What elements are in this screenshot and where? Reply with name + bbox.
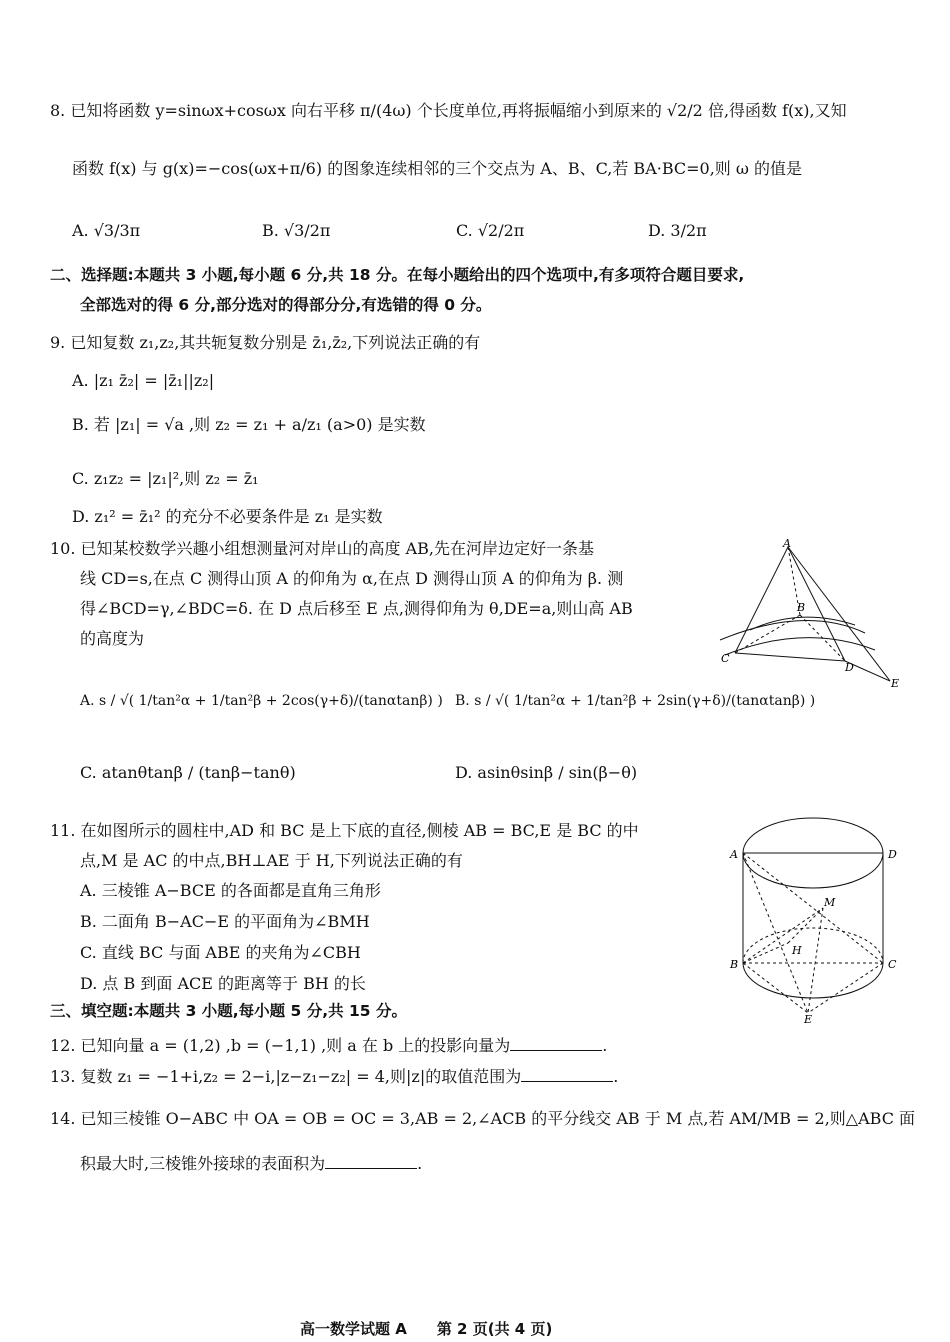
q8-option-a: A. √3/3π [72, 221, 141, 240]
fig11-label-e: E [804, 1013, 813, 1023]
q9-option-d: D. z₁² = z̄₁² 的充分不必要条件是 z₁ 是实数 [72, 507, 383, 526]
q13-answer-blank[interactable] [521, 1065, 613, 1082]
q10-line1: 10. 已知某校数学兴趣小组想测量河对岸山的高度 AB,先在河岸边定好一条基 [50, 539, 595, 558]
q8-line1: 8. 已知将函数 y=sinωx+cosωx 向右平移 π/(4ω) 个长度单位,再将振幅缩小到原来的 √2/2 倍,得函数 f(x),又知 [50, 101, 847, 120]
q10-option-b: B. s / √( 1/tan²α + 1/tan²β + 2sin(γ+δ)/(tanαtanβ) ) [455, 693, 816, 709]
q9-option-b: B. 若 |z₁| = √a ,则 z₂ = z₁ + a/z₁ (a>0) 是实数 [72, 415, 426, 434]
q10-line3: 得∠BCD=γ,∠BDC=δ. 在 D 点后移至 E 点,测得仰角为 θ,DE=a,则山高 AB [80, 599, 633, 618]
q8-line2: 函数 f(x) 与 g(x)=−cos(ωx+π/6) 的图象连续相邻的三个交点为 A、B、C,若 BA·BC=0,则 ω 的值是 [72, 159, 803, 178]
q11-cylinder-figure [728, 808, 908, 1023]
q14-answer-blank[interactable] [325, 1152, 417, 1169]
q11-option-d: D. 点 B 到面 ACE 的距离等于 BH 的长 [80, 974, 366, 993]
fig10-label-a: A [783, 537, 791, 550]
q9-stem: 9. 已知复数 z₁,z₂,其共轭复数分别是 z̄₁,z̄₂,下列说法正确的有 [50, 333, 481, 352]
q8-option-d: D. 3/2π [648, 221, 707, 240]
q9-option-a: A. |z₁ z̄₂| = |z̄₁||z₂| [72, 371, 215, 390]
fig10-label-c: C [721, 652, 730, 665]
q13-stem: 13. 复数 z₁ = −1+i,z₂ = 2−i,|z−z₁−z₂| = 4,则|z|的取值范围为 . [50, 1067, 619, 1086]
fig11-label-h: H [792, 944, 802, 957]
section2-heading: 二、选择题:本题共 3 小题,每小题 6 分,共 18 分。在每小题给出的四个选项中,有多项符合题目要求, [50, 266, 745, 284]
fig11-label-d: D [888, 848, 897, 861]
q8-option-b: B. √3/2π [262, 221, 331, 240]
fig11-label-c: C [888, 958, 897, 971]
q10-line2: 线 CD=s,在点 C 测得山顶 A 的仰角为 α,在点 D 测得山顶 A 的仰角为 β. 测 [80, 569, 624, 588]
q13-text: 13. 复数 z₁ = −1+i,z₂ = 2−i,|z−z₁−z₂| = 4,则|z|的取值范围为 [50, 1067, 522, 1086]
q11-option-c: C. 直线 BC 与面 ABE 的夹角为∠CBH [80, 943, 361, 962]
q14-line1: 14. 已知三棱锥 O−ABC 中 OA = OB = OC = 3,AB = 2,∠ACB 的平分线交 AB 于 M 点,若 AM/MB = 2,则△ABC 面 [50, 1109, 916, 1128]
q8-option-c: C. √2/2π [456, 221, 525, 240]
q10-line4: 的高度为 [80, 629, 145, 648]
q11-line1: 11. 在如图所示的圆柱中,AD 和 BC 是上下底的直径,侧棱 AB = BC,E 是 BC 的中 [50, 821, 639, 840]
section3-heading: 三、填空题:本题共 3 小题,每小题 5 分,共 15 分。 [50, 1002, 407, 1020]
fig11-label-a: A [730, 848, 738, 861]
q14-line2: 积最大时,三棱锥外接球的表面积为 . [80, 1154, 423, 1173]
q12-stem: 12. 已知向量 a = (1,2) ,b = (−1,1) ,则 a 在 b 上的投影向量为 . [50, 1036, 608, 1055]
fig11-label-b: B [730, 958, 739, 971]
fig11-label-m: M [824, 896, 836, 909]
q12-text: 12. 已知向量 a = (1,2) ,b = (−1,1) ,则 a 在 b 上的投影向量为 [50, 1036, 511, 1055]
q10-option-a: A. s / √( 1/tan²α + 1/tan²β + 2cos(γ+δ)/(tanαtanβ) ) [80, 693, 443, 709]
page-footer: 高一数学试题 A 第 2 页(共 4 页) [300, 1320, 553, 1338]
q12-answer-blank[interactable] [510, 1034, 602, 1051]
q14-text: 积最大时,三棱锥外接球的表面积为 [80, 1154, 326, 1173]
q11-option-a: A. 三棱锥 A−BCE 的各面都是直角三角形 [80, 881, 381, 900]
section2-instructions: 全部选对的得 6 分,部分选对的得部分分,有选错的得 0 分。 [80, 296, 492, 314]
q11-line2: 点,M 是 AC 的中点,BH⊥AE 于 H,下列说法正确的有 [80, 851, 463, 870]
q9-option-c: C. z₁z₂ = |z₁|²,则 z₂ = z̄₁ [72, 469, 259, 488]
q10-option-d: D. asinθsinβ / sin(β−θ) [455, 763, 638, 782]
fig10-label-e: E [891, 677, 900, 690]
fig10-label-d: D [845, 661, 854, 674]
q10-option-c: C. atanθtanβ / (tanβ−tanθ) [80, 763, 296, 782]
q11-option-b: B. 二面角 B−AC−E 的平面角为∠BMH [80, 912, 370, 931]
fig10-label-b: B [797, 601, 806, 614]
q10-mountain-figure [715, 535, 915, 695]
